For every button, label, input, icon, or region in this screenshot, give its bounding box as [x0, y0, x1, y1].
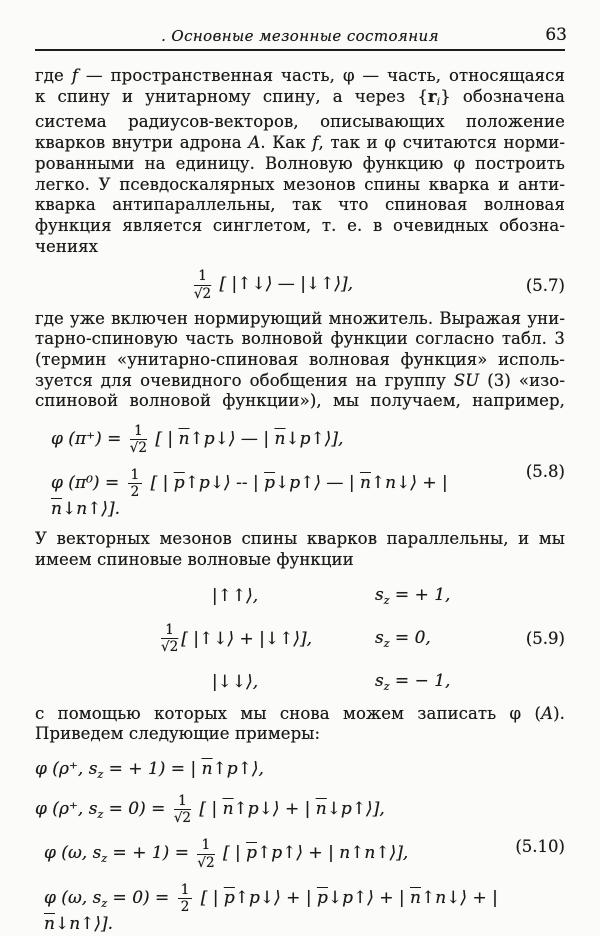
fraction-denominator [197, 855, 214, 870]
fraction-denominator [178, 899, 193, 914]
text-run: ↓p↑⟩ — | [275, 472, 360, 493]
fraction [128, 468, 143, 499]
text-run: s [375, 627, 384, 648]
text-line [35, 724, 565, 745]
equation-line [35, 759, 509, 781]
text-line [35, 175, 565, 196]
text-line [35, 237, 565, 258]
text-run: 2 [205, 854, 215, 871]
text-run: где [35, 66, 72, 85]
text-run: r [427, 86, 437, 106]
text-run: f [312, 133, 319, 153]
text-run: 2 [182, 810, 192, 827]
text-line [35, 309, 565, 330]
text-run: $\overline{n}$ [44, 914, 55, 935]
equation-5-10 [35, 759, 565, 934]
text-run: функция является синглетом, т. е. в очевидных обозна- [35, 215, 565, 235]
text-run: s [375, 585, 384, 606]
fraction-numerator: 1 [128, 468, 143, 484]
text-run: 2 [180, 898, 190, 915]
spin-ket-expression [35, 586, 375, 606]
text-run: $\overline{n}$ [178, 429, 190, 450]
text-run: (3) «изо- [479, 370, 565, 390]
text-run: ↑n↓⟩ + | [370, 472, 448, 493]
text-run: [ |↑↓⟩ + |↓↑⟩], [181, 628, 313, 649]
fraction [130, 424, 147, 455]
equation-line [51, 424, 509, 455]
equation-5-9-rows [35, 584, 509, 693]
text-run: спиновой волновой функции»), мы получаем, например, [35, 391, 565, 411]
text-run: φ (π⁺) = [51, 429, 127, 450]
text-run: φ (ω, s [44, 887, 102, 908]
equation-row [35, 670, 509, 694]
text-run: 2 [130, 483, 140, 500]
text-run: = + 1, [389, 585, 451, 606]
running-head-title: . Основные мезонные состояния [161, 27, 439, 45]
paragraph-3 [35, 529, 565, 570]
text-run: ↑p↓⟩ -- | [184, 472, 265, 493]
text-run: $\overline{n}$ [222, 799, 234, 820]
equation-5-10-lines [35, 759, 509, 934]
text-run: где уже включен нормирующий множитель. Выражая уни- [35, 308, 565, 328]
header-rule [35, 49, 565, 51]
text-run: φ (ρ⁺, s [35, 799, 98, 820]
text-run: зуется для очевидного обобщения на группу [35, 370, 454, 390]
text-line [35, 529, 565, 550]
fraction-denominator [161, 639, 178, 654]
fraction [178, 883, 193, 914]
text-run: √ [197, 854, 206, 871]
text-run: легко. У псевдоскалярных мезонов спины кварка и анти- [35, 174, 565, 194]
equation-5-7-label: (5.7) [525, 275, 565, 295]
text-run: $\overline{n}$ [274, 429, 286, 450]
text-run: |↓↓⟩, [211, 671, 259, 692]
text-run: SU [453, 370, 480, 390]
text-run: $\overline{p}$ [223, 887, 235, 908]
fraction [194, 269, 211, 300]
text-line [35, 371, 565, 392]
equation-5-8-label: (5.8) [525, 462, 565, 482]
text-run: = 0) = [103, 799, 171, 820]
spin-ket-expression [35, 623, 375, 654]
text-run: z [383, 594, 390, 608]
fraction-denominator [128, 484, 143, 499]
text-run: тарно-спиновую часть волновой функции согласно табл. 3 [35, 329, 565, 349]
fraction-denominator [194, 286, 211, 301]
equation-line [35, 838, 509, 869]
equation-line [51, 468, 509, 519]
text-run: (термин «унитарно-спиновая волновая функция» исполь- [35, 350, 565, 370]
fraction-numerator: 1 [178, 883, 193, 899]
text-line [35, 195, 565, 216]
text-run: ↓p↑⟩ + | [327, 887, 411, 908]
text-run: $\overline{n}$ [410, 887, 421, 908]
text-run: $\overline{p}$ [316, 887, 328, 908]
text-run: [ | [194, 799, 223, 820]
paragraph-4 [35, 704, 565, 745]
text-line [35, 87, 565, 113]
text-run: $\overline{n}$ [359, 472, 371, 493]
equation-5-9 [35, 584, 565, 693]
equation-5-10-label: (5.10) [515, 837, 565, 857]
text-run: z [101, 852, 108, 866]
text-run: √ [160, 639, 170, 656]
text-run: [ |↑↓⟩ — |↓↑⟩], [214, 274, 354, 295]
page-number: 63 [545, 25, 567, 45]
text-line [35, 350, 565, 371]
text-run: Приведем следующие примеры: [35, 724, 321, 744]
text-run: кварков внутри адрона [35, 133, 249, 153]
text-run: имеем спиновые волновые функции [35, 549, 354, 569]
text-line [35, 329, 565, 350]
text-run: z [101, 896, 108, 910]
spin-ket-expression [35, 672, 375, 692]
equation-line [35, 794, 509, 825]
text-run: = + 1) = | [103, 759, 202, 780]
fraction-denominator [174, 810, 191, 825]
text-run: ↑p↓⟩ + | [233, 799, 316, 820]
text-run: 2 [138, 440, 147, 457]
text-run: $\overline{p}$ [246, 843, 258, 864]
text-run: — пространственная часть, φ — часть, относящаяся [78, 66, 565, 85]
text-run: = − 1, [389, 670, 451, 691]
text-run: z [97, 768, 104, 782]
text-line [35, 112, 565, 133]
text-run: f [71, 66, 79, 85]
text-run: ↓p↑⟩], [285, 429, 344, 450]
fraction-denominator [130, 440, 147, 455]
sz-value [375, 628, 509, 650]
text-run: $\overline{n}$ [51, 498, 62, 519]
text-run: У векторных мезонов спины кварков параллельны, и мы [35, 528, 565, 548]
paragraph-1 [35, 66, 565, 257]
text-run: . Как [260, 133, 313, 153]
text-line [35, 216, 565, 237]
text-run: √ [129, 440, 139, 457]
text-run: $\overline{p}$ [264, 472, 276, 493]
text-run: φ (π⁰) = [51, 472, 125, 493]
text-run: z [97, 808, 104, 822]
text-run: ↑p↓⟩ — | [189, 429, 275, 450]
text-run: } обозначена [440, 86, 565, 106]
fraction-numerator: 1 [194, 269, 211, 285]
fraction [197, 838, 214, 869]
text-run: , так и φ считаются норми- [318, 133, 565, 153]
text-run: √ [193, 285, 203, 302]
text-run: ↓n↑⟩]. [61, 498, 121, 519]
fraction-numerator: 1 [197, 838, 214, 854]
text-run: [ | [149, 429, 179, 450]
sz-value [375, 671, 509, 693]
equation-5-7-body [35, 269, 509, 300]
text-run: = 0, [389, 627, 431, 648]
text-line [35, 550, 565, 571]
text-run: = + 1) = [107, 843, 195, 864]
text-run: [ | [195, 887, 224, 908]
equation-5-8 [35, 424, 565, 519]
text-run: 2 [202, 285, 212, 302]
fraction-numerator: 1 [130, 424, 147, 440]
fraction [161, 623, 178, 654]
text-run: φ (ρ⁺, s [35, 759, 98, 780]
fraction-numerator: 1 [161, 623, 178, 639]
text-line [35, 66, 565, 87]
equation-5-7 [35, 269, 565, 300]
fraction-numerator: 1 [174, 794, 191, 810]
text-line [35, 133, 565, 154]
text-run: $\overline{n}$ [315, 799, 327, 820]
sz-value [375, 585, 509, 607]
text-run: A [248, 133, 261, 153]
equation-5-9-label: (5.9) [525, 629, 565, 649]
text-run: z [383, 679, 390, 693]
text-run: = 0) = [107, 887, 175, 908]
text-run: $\overline{n}$ [201, 759, 213, 780]
text-run: ↓n↑⟩]. [54, 914, 114, 935]
fraction [174, 794, 191, 825]
text-line [35, 391, 565, 412]
text-run: √ [173, 810, 183, 827]
text-run: кварка антипараллельны, так что спиновая волновая [35, 195, 565, 215]
text-run: $\overline{p}$ [173, 472, 185, 493]
text-run: ). [553, 703, 565, 723]
text-line [35, 154, 565, 175]
text-run: z [383, 636, 390, 650]
running-head [35, 24, 565, 45]
equation-line [35, 883, 509, 934]
text-run: с помощью которых мы снова можем записать φ ( [35, 703, 542, 723]
text-run: A [541, 703, 554, 723]
text-run: φ (ω, s [44, 843, 102, 864]
text-run: ↑p↑⟩ + | n↑n↑⟩], [257, 843, 409, 864]
text-run: [ | [145, 472, 174, 493]
text-run: s [375, 670, 384, 691]
text-run: i [436, 95, 441, 108]
equation-5-8-lines [35, 424, 509, 519]
equation-row [35, 584, 509, 608]
text-run: система радиусов-векторов, описывающих положение [35, 112, 565, 132]
text-run: ↓p↑⟩], [326, 799, 385, 820]
text-run: чениях [35, 236, 98, 256]
text-run: 2 [169, 639, 179, 656]
text-run: рованными на единицу. Волновую функцию φ построить [35, 153, 565, 173]
text-line [35, 704, 565, 725]
text-run: ↑p↑⟩, [212, 759, 264, 780]
text-run: ↑n↓⟩ + | [420, 887, 498, 908]
paragraph-2 [35, 309, 565, 413]
text-run: |↑↑⟩, [211, 586, 259, 607]
text-run: к спину и унитарному спину, а через { [35, 86, 428, 106]
text-run: [ | [217, 843, 247, 864]
equation-row [35, 623, 509, 654]
text-run: ↑p↓⟩ + | [234, 887, 317, 908]
